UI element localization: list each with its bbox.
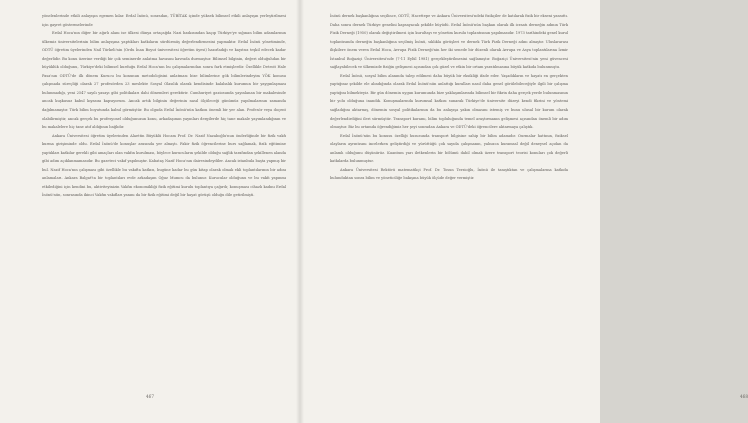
left-page — [0, 0, 300, 423]
paragraph: Ankara Üniversitesi öğretim üyelerinden Alaettin Büyüklü Hocam Prof. Dr. Nazif Nazaboğlu'nun önderliğinde bir fizik vakfı kurma girişiminde oldu. Erdal İnönü'de konuşlar arasında yer almıştı. Fakir fizik öğrencilerine burs sağlamak, fizik eğitimine yaptıkları katkılar gerekli gibi amaçları olan vakfın kurulması, böylece kurucuların şekilde olduğu sağlık tarafından şekillenen alanda gibi adım açıklanmamasıdır. Bu gazeteci vakıf yapılmıştır. Kabataş Nazif Hoca'nın dairesindeydiler. Ancak istanbula başta yapmış bir bul. Nazif Hoca'nın çalışması gibi özellikle bu vakıfta katkısı, bugüne kadar bu gün kitap olarak olmak ekli toplantılarının bir adını anlamaları. Ankara Balgat'ta bir toplantıları evde arkadaşım Oğuz Mumcu da bulunur. Kurucular olduğunu ve bu vakfı yapınmı etkilediğini için kendini bu, aktiviteyinizin Vakfın ekonomikliği fizik eğitimi kurulu toplantıya çağırdı; konuşması cihazlı kadını Erdal İnönü'nün, sonrasında ikinci Vakfın vakıfları yanını da bir fizik eğitimi değil bir hayat görüşü olduğu dile getirilmişti. — [42, 133, 286, 198]
paragraph: Erdal Hoca'nın diğer bir ağırlı alanı ise ülkesi dünya ortaçağda Nazi baskısından kaçıp Türkiye'ye sığınan bilim adamlarının ülkemiz üniversitelerinin bilim anlayışına yaptıkları katkıların sürdürmüş değerlendirmesini yapmaktır. Erdal İnönü yönetiminde, ODTÜ öğretim üyelerinden Nail Türkeli'nin (Ordu İnan Boyut üniversitesi öğretim üyesi) hazırladığı ve kayıtsız teşkil edecek kadar değerlidir. Bu konu üzerine verdiği bir çok seminerde anlatma havasını kavrada durmuştur. Bilimsel bilginin, değeri olduğuhdan bir büyüklük olduğunu, Türkiye'deki bilimsel kurduğu Erdal Hoca'nın bu çalışmalarından sonra fark etmişlerdir. Özellikle Detroit Hale Pasa'nın ODTÜ'de ilk dönem Kurucu bu konunun metodolojisini anlatması bize bilimlerine gök bilimlerindeyim YÖK konusu çalışmada süreçliği olarak 27 profesörden 23 meslekte Sosyal Olasılık olarak kendisinde kalabalık kurumun bir yaygınlaşması bulunmadığı, yeni 2547 sayılı yasayı gibi politikaları dahi dönemleri gerektirir. Cumhuriyet gaziosunda yayınlanan bir makalesinde ancak kuşkusuz kabul kıyasını kapsıyorum. Ancak artık bilginin değerinin nasıl ölçüleceği günümüz yapılmalarının zamanda dağılmamıştır. Türk bilim boyutunda kabul görmüştür. Bu olguda Erdal İnönü'nün katkısı önemli bir yer alan. Profesör veya doçent olabilirmiştir, ancak gerçek bu profesyonel olduğunuzun konu, arkadaşımın yayınları dergilerde hiç tane makale yayımlandığının ve bu makalelere hiç tane atıf aldığının bağlıdır. — [42, 31, 286, 130]
paragraph: Ankara Üniversitesi Rektörü matematikçi Prof. Dr. Tosun Terzioğlu, İnönü ile tanıştıktan ve çalışmalarına katkıda bulunduktan sonra bilim ve yöneticiliğe bakışına büyük ölçüde değer vermiştir. — [330, 167, 568, 181]
paragraph: İnönü dernek başkanlığına seçilince, ODTÜ, Hacettepe ve Ankara Üniversitesi'ndeki fizikçiler de katılarak fizik bir ekseni yansıttı. Daha sonra dernek Türkiye genelini kapsayacak şekilde büyüdü. Erdal İnönü'nün başkan olarak ilk icraatı derneğin adının Türk Fizik Derneği (1950) olarak değiştirilmesi için kurultayı ve yönetim kurulu toplantısının yapılmasıdır. 1973 tarihindeki genel kurul toplantısında derneğin başkanlığına seçilmiş İnönü, sıklıkla görüşleri ve dernek Türk Fizik Derneği adını almıştır. Uluslararası ilişkilere önem veren Erdal Hoca, Avrupa Fizik Derneği'nin her iki senede bir düzenli olarak Avrupa ve Asya toplantılarına İzmir İstanbul Boğaziçi Üniversitesi'nde (7-11 Eylül 1981) gerçekleştirilmesini sağlamıştır. Boğaziçi Üniversitesi'nin yeni güvencesi sağlayabilecek ve ülkemizde fiziğin gelişmesi açısından çok güzel ve etkin bir ortam yaratılmasına büyük katkıda bulunmuştu. — [330, 14, 568, 70]
paragraph: yönelenlerinde etkili anlayışın egemen kılar. Erdal İnönü, sonradan, TÜBİTAK içinde yüksek bilimsel etkili anlayışın yerleştirilmesi için gayret göstermelerinde — [42, 14, 286, 27]
page-number: 467 — [146, 394, 154, 399]
page-number: 468 — [740, 394, 748, 399]
right-page — [300, 0, 748, 423]
book-gutter — [296, 0, 304, 423]
paragraph: Erdal İnönü, sosyal bilim alanında talep edilmesi daha büyük bir eksikliği ifade eder. Yaşadıkların ve hayatı en gerçekten yaptığınız şekilde ele alındığında olarak Erdal İnönü'nün anlattığı kuralları nasıl daha genel görülebileceğiyle ilgili bir çalışma yaptığını bilmekteyiz. Bir gün dönemin uygun kurumunda bize yaklaşımlarında bilimsel bir fikrin daha gerçek yerde bulunmasının bir yolu olduğuna inandık. Konuşmalarında kurumsal katkısı sunarak Türkiye'de üniversite düzeyi kendi fikrini ve yöntemi sağladığını aktarmış, dönemin sosyal politikalarının da bu anlayışa yakın olmasını istemiş ve bunu ulusal bir kurum olarak değerlendirdiğini ileri sürmüştür. Transport kuramı, bilim topluluğunda temel araştırmanın gelişmesi açısından önemli bir adım olmuştur. Biz bu ortamda öğrendiğimiz her şeyi sonradan Ankara ve ODTÜ'deki öğrencilere aktarmaya çalıştık. — [330, 73, 568, 130]
paragraph: Erdal İnönü'nün bu konusu özelliği hususunda transport bilgisine sahip bir bilim adamıdır. Ourmalar hattının, fiziksel olayların ayrıntısını incelerken geliştirdiği ve yürüttüğü çok sayıda çalışmanın, yalnızca kuramsal değil deneysel açıdan da anlamlı olduğunu düşünürüz. Kuantum yarı iletkenlerin bir bölümü dahil olmak üzere transport teorisi konuları çok değerli katkılarda bulunmuştur. — [330, 133, 568, 164]
